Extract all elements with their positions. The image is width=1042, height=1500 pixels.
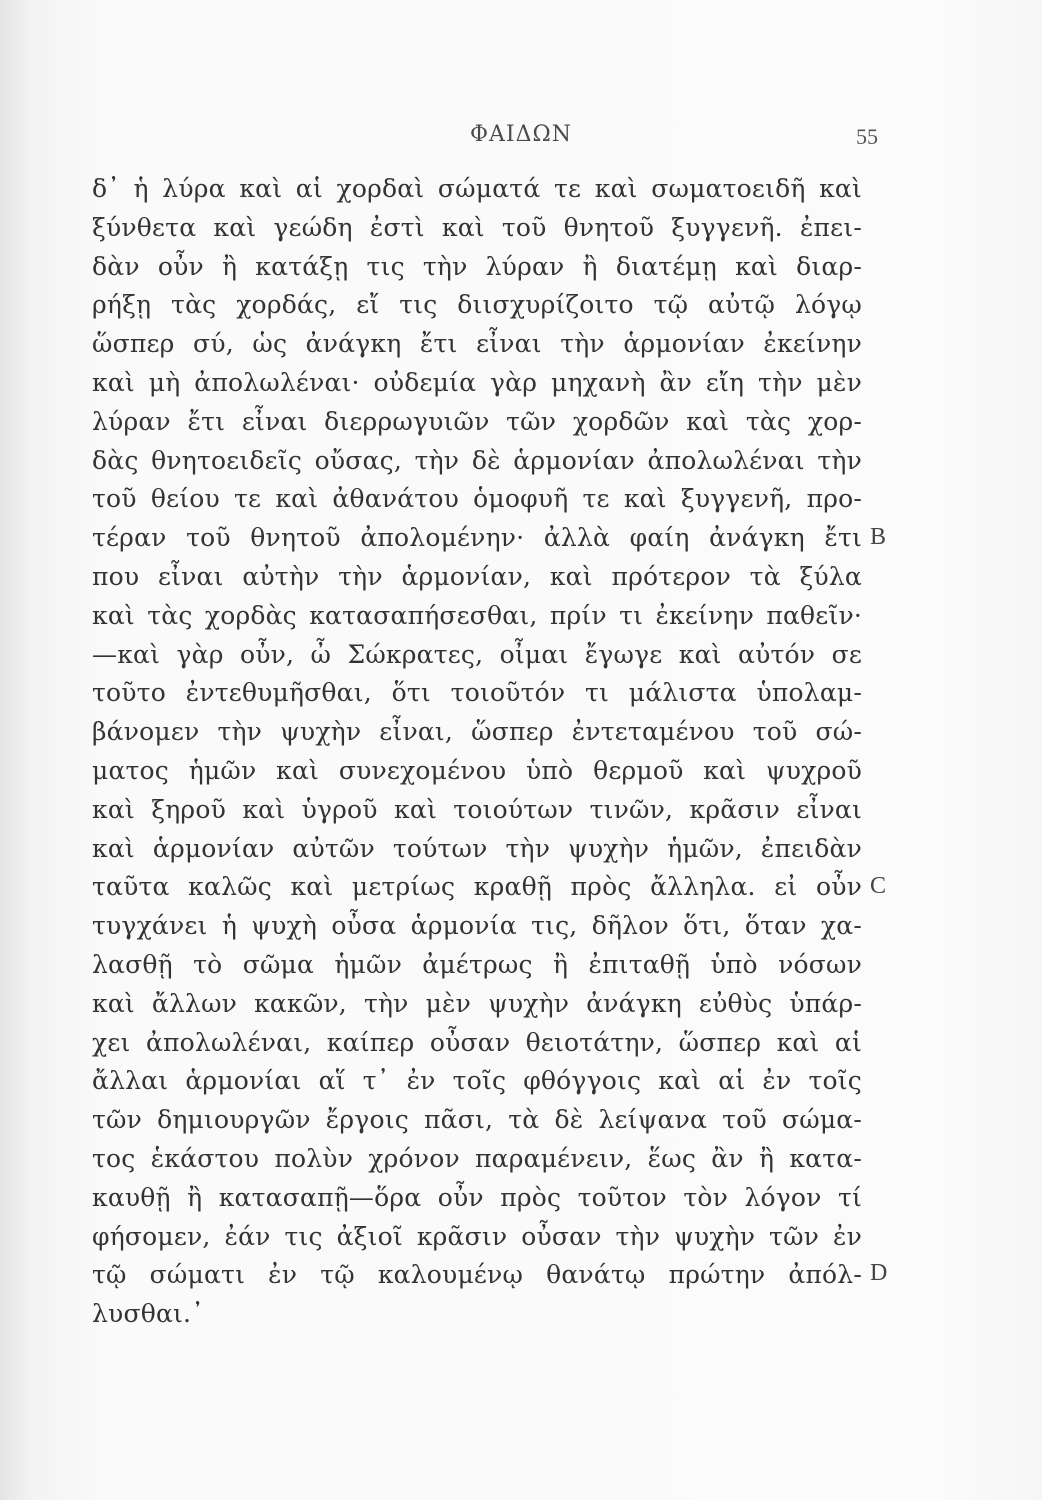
running-head-title: ΦΑΙΔΩΝ bbox=[470, 122, 572, 147]
text-line: ἄλλαι ἁρμονίαι αἵ τ᾽ ἐν τοῖς φθόγγοις καὶ αἱ ἐν τοῖς bbox=[92, 1066, 862, 1096]
text-line: ρήξῃ τὰς χορδάς, εἴ τις διισχυρίζοιτο τῷ αὐτῷ λόγῳ bbox=[92, 290, 862, 320]
text-line: τῷ σώματι ἐν τῷ καλουμένῳ θανάτῳ πρώτην ἀπόλ- bbox=[92, 1260, 862, 1290]
text-line-final: λυσθαι.᾽ bbox=[92, 1299, 204, 1329]
text-line: ὥσπερ σύ, ὡς ἀνάγκη ἔτι εἶναι τὴν ἁρμονίαν ἐκείνην bbox=[92, 329, 862, 359]
margin-section-marker-b: B bbox=[870, 524, 887, 550]
text-line: βάνομεν τὴν ψυχὴν εἶναι, ὥσπερ ἐντεταμένου τοῦ σώ- bbox=[92, 717, 862, 747]
text-line: καὶ ξηροῦ καὶ ὑγροῦ καὶ τοιούτων τινῶν, κρᾶσιν εἶναι bbox=[92, 794, 862, 824]
text-line: λασθῇ τὸ σῶμα ἡμῶν ἀμέτρως ἢ ἐπιταθῇ ὑπὸ νόσων bbox=[92, 949, 862, 979]
text-line: καὶ ἁρμονίαν αὐτῶν τούτων τὴν ψυχὴν ἡμῶν, ἐπειδὰν bbox=[92, 833, 862, 863]
text-line: δὰν οὖν ἢ κατάξῃ τις τὴν λύραν ἢ διατέμῃ καὶ διαρ- bbox=[92, 251, 862, 281]
text-line: καὶ μὴ ἀπολωλέναι· οὐδεμία γὰρ μηχανὴ ἂν εἴη τὴν μὲν bbox=[92, 367, 862, 397]
text-line: φήσομεν, ἐάν τις ἀξιοῖ κρᾶσιν οὖσαν τὴν ψυχὴν τῶν ἐν bbox=[92, 1221, 862, 1251]
text-line: που εἶναι αὐτὴν τὴν ἁρμονίαν, καὶ πρότερον τὰ ξύλα bbox=[92, 561, 862, 591]
text-line: τοῦ θείου τε καὶ ἀθανάτου ὁμοφυῆ τε καὶ ξυγγενῆ, προ- bbox=[92, 484, 862, 514]
text-line: τῶν δημιουργῶν ἔργοις πᾶσι, τὰ δὲ λείψανα τοῦ σώμα- bbox=[92, 1105, 862, 1135]
text-line: τυγχάνει ἡ ψυχὴ οὖσα ἁρμονία τις, δῆλον ὅτι, ὅταν χα- bbox=[92, 911, 862, 941]
text-line: καὶ τὰς χορδὰς κατασαπήσεσθαι, πρίν τι ἐκείνην παθεῖν· bbox=[92, 600, 862, 630]
text-line: δ᾽ ἡ λύρα καὶ αἱ χορδαὶ σώματά τε καὶ σωματοειδῆ καὶ bbox=[92, 174, 862, 203]
greek-text-block bbox=[92, 170, 862, 1334]
text-line: καὶ ἄλλων κακῶν, τὴν μὲν ψυχὴν ἀνάγκη εὐθὺς ὑπάρ- bbox=[92, 988, 862, 1018]
text-line: χει ἀπολωλέναι, καίπερ οὖσαν θειοτάτην, ὥσπερ καὶ αἱ bbox=[92, 1027, 862, 1057]
text-line: ταῦτα καλῶς καὶ μετρίως κραθῇ πρὸς ἄλληλα. εἰ οὖν bbox=[92, 872, 862, 902]
text-line: ξύνθετα καὶ γεώδη ἐστὶ καὶ τοῦ θνητοῦ ξυγγενῆ. ἐπει- bbox=[92, 212, 862, 242]
margin-section-marker-d: D bbox=[870, 1260, 888, 1286]
text-line: τέραν τοῦ θνητοῦ ἀπολομένην· ἀλλὰ φαίη ἀνάγκη ἔτι bbox=[92, 523, 862, 553]
text-line: ματος ἡμῶν καὶ συνεχομένου ὑπὸ θερμοῦ καὶ ψυχροῦ bbox=[92, 755, 862, 785]
text-line: τοῦτο ἐντεθυμῆσθαι, ὅτι τοιοῦτόν τι μάλιστα ὑπολαμ- bbox=[92, 678, 862, 708]
text-line: καυθῇ ἢ κατασαπῇ—ὅρα οὖν πρὸς τοῦτον τὸν λόγον τί bbox=[92, 1182, 862, 1212]
text-line: τος ἑκάστου πολὺν χρόνον παραμένειν, ἕως ἂν ἢ κατα- bbox=[92, 1143, 862, 1173]
margin-section-marker-c: C bbox=[870, 873, 887, 899]
text-line: —καὶ γὰρ οὖν, ὦ Σώκρατες, οἶμαι ἔγωγε καὶ αὐτόν σε bbox=[92, 639, 862, 669]
text-line: δὰς θνητοειδεῖς οὔσας, τὴν δὲ ἁρμονίαν ἀπολωλέναι τὴν bbox=[92, 445, 862, 475]
page-number: 55 bbox=[856, 124, 878, 149]
text-line: λύραν ἔτι εἶναι διερρωγυιῶν τῶν χορδῶν καὶ τὰς χορ- bbox=[92, 406, 862, 436]
